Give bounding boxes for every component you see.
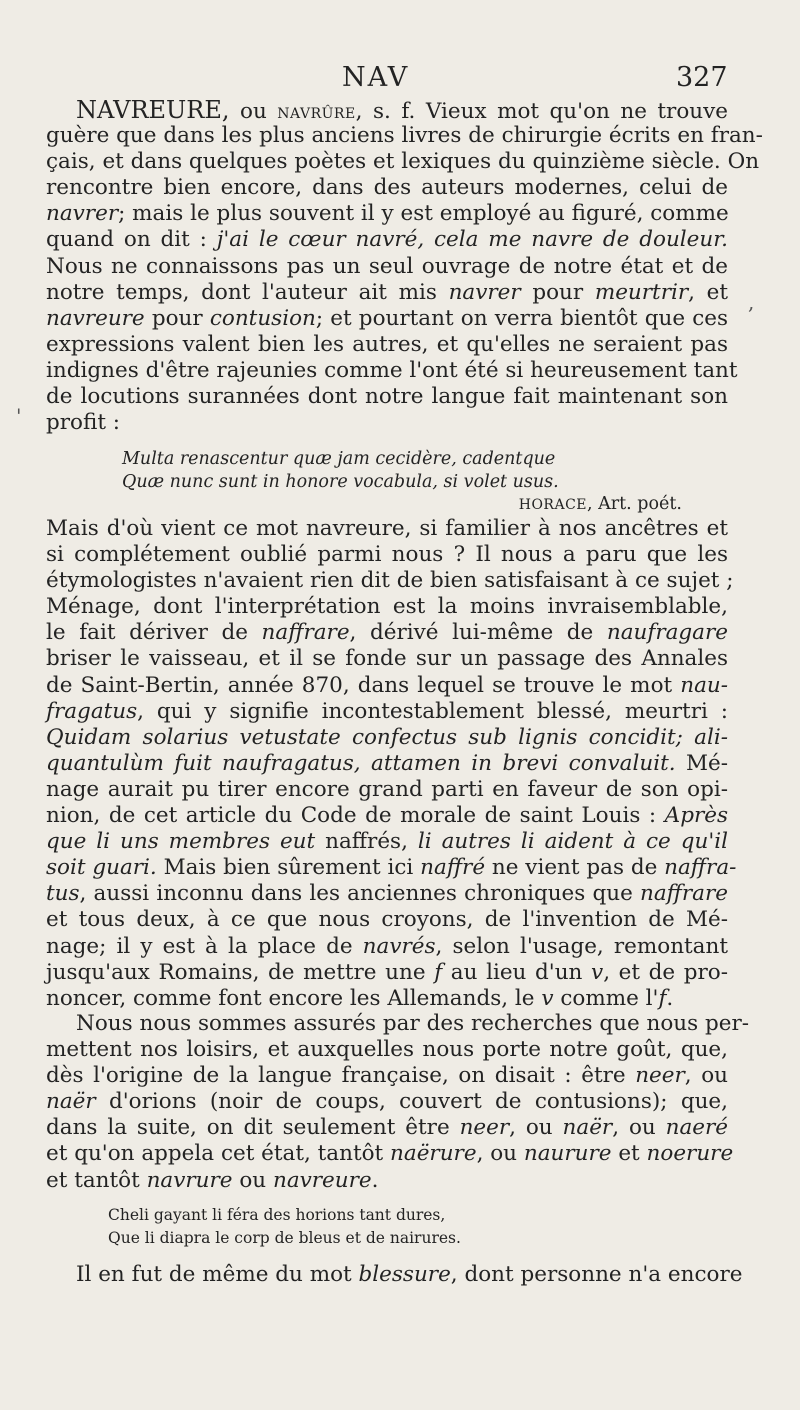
quote-line: Multa renascentur quæ jam cecidère, cadentque xyxy=(122,449,556,469)
page-number: 327 xyxy=(676,62,728,93)
text-line: Il en fut de même du mot blessure, dont personne n'a encore xyxy=(76,1262,743,1287)
text-line: dans la suite, on dit seulement être neer, ou naër, ou naeré xyxy=(46,1115,729,1141)
text-line: rencontre bien encore, dans des auteurs modernes, celui de xyxy=(46,175,728,201)
quote-author: HORACE xyxy=(518,497,588,513)
latin-quotation xyxy=(122,448,682,516)
text-line: et qu'on appela cet état, tantôt naërure, ou naurure et noerure xyxy=(46,1141,734,1167)
text-line: si complétement oublié parmi nous ? Il nous a paru que les xyxy=(46,542,728,568)
quote-attribution xyxy=(122,493,682,516)
verse-line: Cheli gayant li féra des horions tant dures, xyxy=(108,1206,446,1224)
text-line: noncer, comme font encore les Allemands, le v comme l'f. xyxy=(46,985,674,1011)
quote-line: Quæ nunc sunt in honore vocabula, si volet usus. xyxy=(122,471,559,492)
paragraph-navreure xyxy=(46,96,763,436)
text-line: Quidam solarius vetustate confectus sub lignis concidit; ali- xyxy=(46,724,728,750)
text-line: çais, et dans quelques poètes et lexiques du quinzième siècle. On xyxy=(46,149,760,175)
text-line: indignes d'être rajeunies comme l'ont été si heureusement tant xyxy=(46,357,738,383)
text-line: de locutions surannées dont notre langue fait maintenant son xyxy=(46,384,728,410)
text-line: notre temps, dont l'auteur ait mis navrer pour meurtrir, et xyxy=(46,279,728,305)
text-line: de Saint-Bertin, année 870, dans lequel se trouve le mot nau- xyxy=(46,672,728,698)
old-french-verse xyxy=(108,1204,528,1250)
text-line: naër d'orions (noir de coups, couvert de contusions); que, xyxy=(46,1089,728,1115)
text-line: fragatus, qui y signifie incontestablement blessé, meurtri : xyxy=(46,698,728,724)
text-line: nage aurait pu tirer encore grand parti en faveur de son opi- xyxy=(46,776,728,802)
text-line: Ménage, dont l'interprétation est la moins invraisemblable, xyxy=(46,594,728,620)
paragraph-etymology xyxy=(46,516,737,1012)
text-line: Mais d'où vient ce mot navreure, si familier à nos ancêtres et xyxy=(46,516,728,541)
text-line: tus, aussi inconnu dans les anciennes chroniques que naffrare xyxy=(46,881,728,907)
verse-line: Que li diapra le corp de bleus et de nairures. xyxy=(108,1229,461,1247)
text-line: quantulùm fuit naufragatus, attamen in brevi convaluit. Mé- xyxy=(46,750,728,776)
text-line: Nous ne connaissons pas un seul ouvrage de notre état et de xyxy=(46,253,728,279)
text-line: nage; il y est à la place de navrés, selon l'usage, remontant xyxy=(46,933,728,959)
text-line: mettent nos loisirs, et auxquelles nous porte notre goût, que, xyxy=(46,1037,728,1063)
text-line: étymologistes n'avaient rien dit de bien satisfaisant à ce sujet ; xyxy=(46,568,734,594)
headword: NAVREURE, xyxy=(76,96,230,124)
text-line: Nous nous sommes assurés par des recherches que nous per- xyxy=(76,1011,750,1036)
text-line: dès l'origine de la langue française, on disait : être neer, ou xyxy=(46,1063,728,1089)
text-line: soit guari. Mais bien sûrement ici naffré ne vient pas de naffra- xyxy=(46,855,737,881)
text-line: et tantôt navrure ou navreure. xyxy=(46,1167,379,1193)
paragraph-research xyxy=(46,1011,750,1194)
text-line: expressions valent bien les autres, et qu'elles ne seraient pas xyxy=(46,331,728,357)
text-line: le fait dériver de naffrare, dérivé lui-même de naufragare xyxy=(46,620,728,646)
text-line: nion, de cet article du Code de morale de saint Louis : Après xyxy=(46,803,728,829)
text-line: NAVREURE, ou NAVRÛRE, s. f. Vieux mot qu'on ne trouve xyxy=(76,96,728,124)
text-line: que li uns membres eut naffrés, li autres li aident à ce qu'il xyxy=(46,829,729,855)
text-line: profit : xyxy=(46,410,121,436)
margin-mark: ' xyxy=(16,404,22,428)
text-line: navrer; mais le plus souvent il y est employé au figuré, comme xyxy=(46,201,729,227)
text-line: briser le vaisseau, et il se fonde sur un passage des Annales xyxy=(46,646,728,672)
text-line: navreure pour contusion; et pourtant on verra bientôt que ces xyxy=(46,305,729,331)
running-title: NAV xyxy=(342,62,410,93)
quote-source: , Art. poét. xyxy=(587,494,682,514)
text-line: guère que dans les plus anciens livres de chirurgie écrits en fran- xyxy=(46,123,763,149)
running-header xyxy=(0,62,800,98)
margin-mark: , xyxy=(748,290,755,314)
paragraph-blessure xyxy=(46,1262,743,1288)
text-line: et tous deux, à ce que nous croyons, de l'invention de Mé- xyxy=(46,907,728,933)
text-line: quand on dit : j'ai le cœur navré, cela me navre de douleur. xyxy=(46,227,728,253)
text-line: jusqu'aux Romains, de mettre une f au lieu d'un v, et de pro- xyxy=(46,959,728,985)
headword-variant: NAVRÛRE xyxy=(277,106,356,122)
